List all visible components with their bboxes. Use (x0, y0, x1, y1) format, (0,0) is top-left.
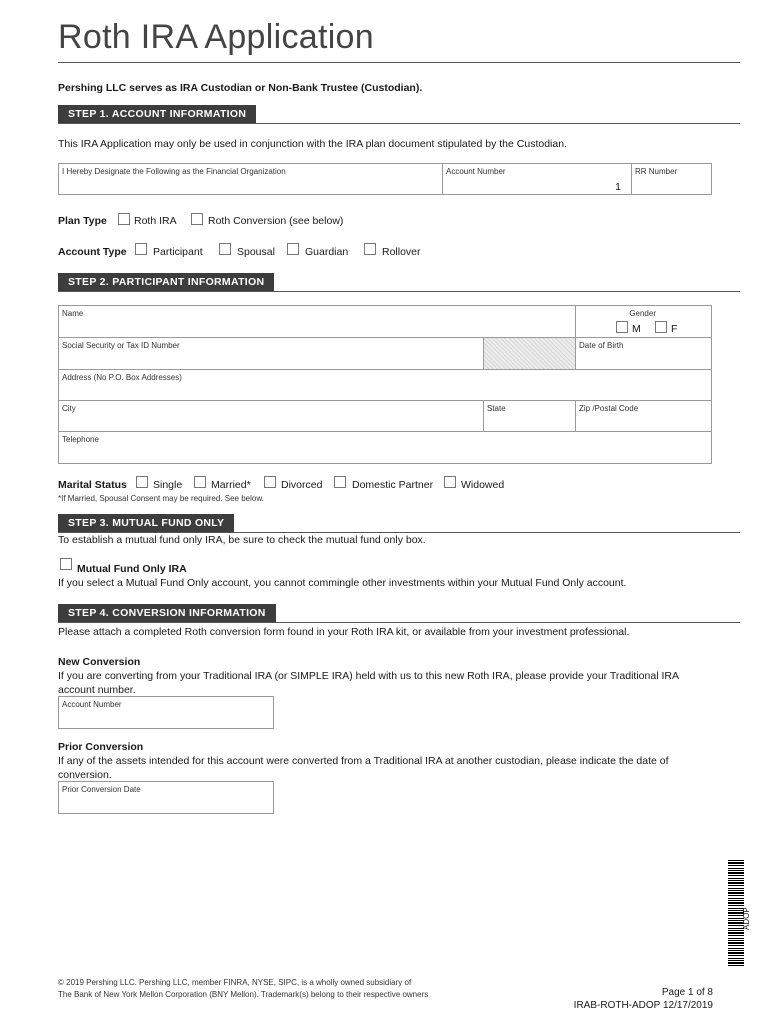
step1-divider (58, 123, 740, 124)
account-type-rollover-label: Rollover (382, 246, 421, 258)
title-divider (58, 62, 740, 63)
marital-divorced-checkbox[interactable] (264, 476, 276, 488)
state-label: State (487, 404, 506, 413)
custodian-note: Pershing LLC serves as IRA Custodian or Non-Bank Trustee (Custodian). (58, 82, 423, 94)
financial-org-label: I Hereby Designate the Following as the Financial Organization (62, 167, 286, 176)
step1-intro: This IRA Application may only be used in conjunction with the IRA plan document stipulated by the Custodian. (58, 138, 567, 150)
account-type-guardian-label: Guardian (305, 246, 349, 258)
plan-type-roth-conversion-checkbox[interactable] (191, 213, 203, 225)
account-number-field[interactable] (442, 163, 632, 195)
gender-label: Gender (629, 309, 656, 318)
new-conversion-account-field[interactable] (58, 696, 274, 729)
marital-note: *If Married, Spousal Consent may be required. See below. (58, 494, 264, 503)
account-number-label: Account Number (446, 167, 506, 176)
ssn-shaded-cell (483, 337, 576, 370)
prior-conversion-text-line2: conversion. (58, 769, 112, 781)
marital-single-label: Single (153, 479, 183, 491)
new-conversion-account-label: Account Number (62, 700, 122, 709)
zip-label: Zip /Postal Code (579, 404, 639, 413)
marital-widowed-checkbox[interactable] (444, 476, 456, 488)
name-field[interactable] (58, 305, 576, 338)
telephone-field[interactable] (58, 431, 712, 464)
date-of-birth-field[interactable] (575, 337, 712, 370)
plan-type-roth-ira-label: Roth IRA (134, 215, 177, 227)
prior-conversion-text-line1: If any of the assets intended for this account were converted from a Traditional IRA at another custodian, please indicate the date of (58, 755, 669, 767)
account-type-guardian-checkbox[interactable] (287, 243, 299, 255)
marital-domestic-partner-checkbox[interactable] (334, 476, 346, 488)
financial-org-field[interactable] (58, 163, 443, 195)
account-type-rollover-checkbox[interactable] (364, 243, 376, 255)
rr-number-field[interactable] (631, 163, 712, 195)
step3-intro: To establish a mutual fund only IRA, be sure to check the mutual fund only box. (58, 534, 426, 546)
step2-heading: STEP 2. PARTICIPANT INFORMATION (58, 273, 274, 291)
gender-f-checkbox[interactable] (655, 321, 667, 333)
city-field[interactable] (58, 400, 484, 432)
step3-divider (58, 532, 740, 533)
form-id: IRAB-ROTH-ADOP 12/17/2019 (573, 1000, 713, 1011)
telephone-label: Telephone (62, 435, 99, 444)
gender-field (575, 305, 712, 338)
marital-status-label: Marital Status (58, 479, 127, 491)
page-title: Roth IRA Application (58, 18, 374, 56)
name-label: Name (62, 309, 84, 318)
marital-widowed-label: Widowed (461, 479, 505, 491)
marital-married-checkbox[interactable] (194, 476, 206, 488)
step4-divider (58, 622, 740, 623)
account-number-value: 1 (615, 181, 621, 193)
ssn-field[interactable] (58, 337, 484, 370)
account-type-participant-label: Participant (153, 246, 203, 258)
marital-divorced-label: Divorced (281, 479, 323, 491)
plan-type-roth-conversion-label: Roth Conversion (see below) (208, 215, 344, 227)
marital-domestic-partner-label: Domestic Partner (352, 479, 434, 491)
state-field[interactable] (483, 400, 576, 432)
city-label: City (62, 404, 76, 413)
zip-field[interactable] (575, 400, 712, 432)
rr-number-label: RR Number (635, 167, 678, 176)
footer-copyright-line1: © 2019 Pershing LLC. Pershing LLC, member FINRA, NYSE, SIPC, is a wholly owned subsidiary of (58, 978, 412, 987)
marital-married-label: Married* (211, 479, 251, 491)
prior-conversion-title: Prior Conversion (58, 741, 144, 753)
barcode-label: ADOP (742, 907, 751, 930)
step3-heading: STEP 3. MUTUAL FUND ONLY (58, 514, 234, 532)
step1-heading: STEP 1. ACCOUNT INFORMATION (58, 105, 256, 123)
step4-intro: Please attach a completed Roth conversion form found in your Roth IRA kit, or available from your investment professional. (58, 626, 630, 638)
mutual-fund-only-checkbox[interactable] (60, 558, 72, 570)
footer-copyright-line2: The Bank of New York Mellon Corporation (BNY Mellon). Trademark(s) belong to their respective owners (58, 990, 429, 999)
account-type-spousal-label: Spousal (237, 246, 275, 258)
marital-single-checkbox[interactable] (136, 476, 148, 488)
step2-divider (58, 291, 740, 292)
plan-type-roth-ira-checkbox[interactable] (118, 213, 130, 225)
gender-f-label: F (671, 323, 678, 335)
account-type-label: Account Type (58, 246, 127, 258)
prior-conversion-date-field[interactable] (58, 781, 274, 814)
gender-m-checkbox[interactable] (616, 321, 628, 333)
new-conversion-text-line2: account number. (58, 684, 136, 696)
new-conversion-text-line1: If you are converting from your Traditional IRA (or SIMPLE IRA) held with us to this new Roth IRA, please provide your Traditional IRA (58, 670, 679, 682)
address-label: Address (No P.O. Box Addresses) (62, 373, 182, 382)
mutual-fund-only-label: Mutual Fund Only IRA (77, 563, 187, 575)
account-type-participant-checkbox[interactable] (135, 243, 147, 255)
new-conversion-title: New Conversion (58, 656, 141, 668)
prior-conversion-date-label: Prior Conversion Date (62, 785, 141, 794)
date-of-birth-label: Date of Birth (579, 341, 624, 350)
page-number: Page 1 of 8 (661, 987, 713, 998)
gender-m-label: M (632, 323, 641, 335)
ssn-label: Social Security or Tax ID Number (62, 341, 180, 350)
address-field[interactable] (58, 369, 712, 401)
account-type-spousal-checkbox[interactable] (219, 243, 231, 255)
plan-type-label: Plan Type (58, 215, 107, 227)
mutual-fund-only-note: If you select a Mutual Fund Only account, you cannot commingle other investments within your Mutual Fund Only account. (58, 577, 627, 589)
step4-heading: STEP 4. CONVERSION INFORMATION (58, 604, 276, 622)
